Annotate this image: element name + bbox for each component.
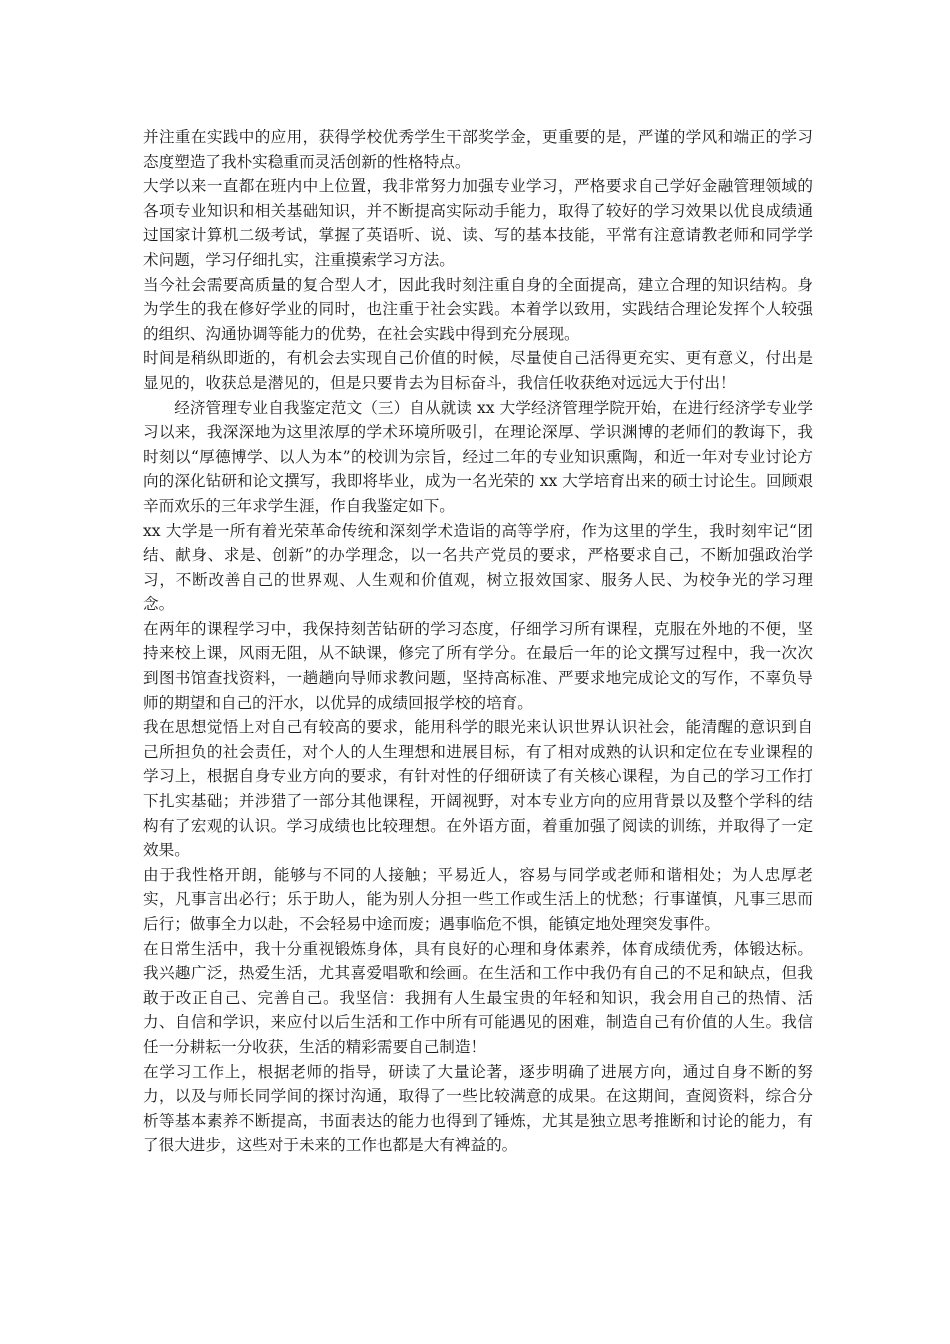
paragraph: 在日常生活中，我十分重视锻炼身体，具有良好的心理和身体素养，体育成绩优秀，体锻达标。我兴趣广泛，热爱生活，尤其喜爱唱歌和绘画。在生活和工作中我仍有自己的不足和缺点，但我敢于改正自己、完善自己。我坚信：我拥有人生最宝贵的年轻和知识，我会用自己的热情、活力、自信和学识，来应付以后生活和工作中所有可能遇见的困难，制造自己有价值的人生。我信任一分耕耘一分收获，生活的精彩需要自己制造！	[143, 939, 813, 1056]
paragraph: xx 大学是一所有着光荣革命传统和深刻学术造诣的高等学府，作为这里的学生，我时刻牢记“团结、献身、求是、创新”的办学理念，以一名共产党员的要求，严格要求自己，不断加强政治学习，不断改善自己的世界观、人生观和价值观，树立报效国家、服务人民、为校争光的学习理念。	[143, 521, 813, 614]
section-paragraph: 经济管理专业自我鉴定范文（三）自从就读 xx 大学经济管理学院开始，在进行经济学专业学习以来，我深深地为这里浓厚的学术环境所吸引，在理论深厚、学识渊博的老师们的教诲下，我时刻以“厚德博学、以人为本”的校训为宗旨，经过二年的专业知识熏陶，和近一年对专业讨论方向的深化钻研和论文撰写，我即将毕业，成为一名光荣的 xx 大学培育出来的硕士讨论生。回顾艰辛而欢乐的三年求学生涯，作自我鉴定如下。	[143, 398, 813, 515]
paragraph: 我在思想觉悟上对自己有较高的要求，能用科学的眼光来认识世界认识社会，能清醒的意识到自己所担负的社会责任，对个人的人生理想和进展目标，有了相对成熟的认识和定位在专业课程的学习上，根据自身专业方向的要求，有针对性的仔细研读了有关核心课程，为自己的学习工作打下扎实基础；并涉猎了一部分其他课程，开阔视野，对本专业方向的应用背景以及整个学科的结构有了宏观的认识。学习成绩也比较理想。在外语方面，着重加强了阅读的训练，并取得了一定效果。	[143, 718, 813, 860]
paragraph: 时间是稍纵即逝的，有机会去实现自己价值的时候，尽量使自己活得更充实、更有意义，付出是显见的，收获总是潜见的，但是只要肯去为目标奋斗，我信任收获绝对远远大于付出！	[143, 349, 813, 392]
paragraph: 当今社会需要高质量的复合型人才，因此我时刻注重自身的全面提高，建立合理的知识结构。身为学生的我在修好学业的同时，也注重于社会实践。本着学以致用，实践结合理论发挥个人较强的组织、沟通协调等能力的优势，在社会实践中得到充分展现。	[143, 275, 813, 343]
document-body	[143, 125, 813, 1158]
paragraph: 在两年的课程学习中，我保持刻苦钻研的学习态度，仔细学习所有课程，克服在外地的不便，坚持来校上课，风雨无阻，从不缺课，修完了所有学分。在最后一年的论文撰写过程中，我一次次到图书馆查找资料，一趟趟向导师求教问题，坚持高标准、严要求地完成论文的写作，不辜负导师的期望和自己的汗水，以优异的成绩回报学校的培育。	[143, 619, 813, 712]
paragraph: 大学以来一直都在班内中上位置，我非常努力加强专业学习，严格要求自己学好金融管理领域的各项专业知识和相关基础知识，并不断提高实际动手能力，取得了较好的学习效果以优良成绩通过国家计算机二级考试，掌握了英语听、说、读、写的基本技能，平常有注意请教老师和同学学术问题，学习仔细扎实，注重摸索学习方法。	[143, 177, 813, 269]
paragraph: 并注重在实践中的应用，获得学校优秀学生干部奖学金，更重要的是，严谨的学风和端正的学习态度塑造了我朴实稳重而灵活创新的性格特点。	[143, 128, 813, 171]
paragraph: 由于我性格开朗，能够与不同的人接触；平易近人，容易与同学或老师和谐相处；为人忠厚老实，凡事言出必行；乐于助人，能为别人分担一些工作或生活上的忧愁；行事谨慎，凡事三思而后行；做事全力以赴，不会轻易中途而废；遇事临危不惧，能镇定地处理突发事件。	[143, 865, 813, 933]
paragraph: 在学习工作上，根据老师的指导，研读了大量论著，逐步明确了进展方向，通过自身不断的努力，以及与师长同学间的探讨沟通，取得了一些比较满意的成果。在这期间，查阅资料，综合分析等基本素养不断提高，书面表达的能力也得到了锤炼，尤其是独立思考推断和讨论的能力，有了很大进步，这些对于未来的工作也都是大有裨益的。	[143, 1062, 813, 1155]
